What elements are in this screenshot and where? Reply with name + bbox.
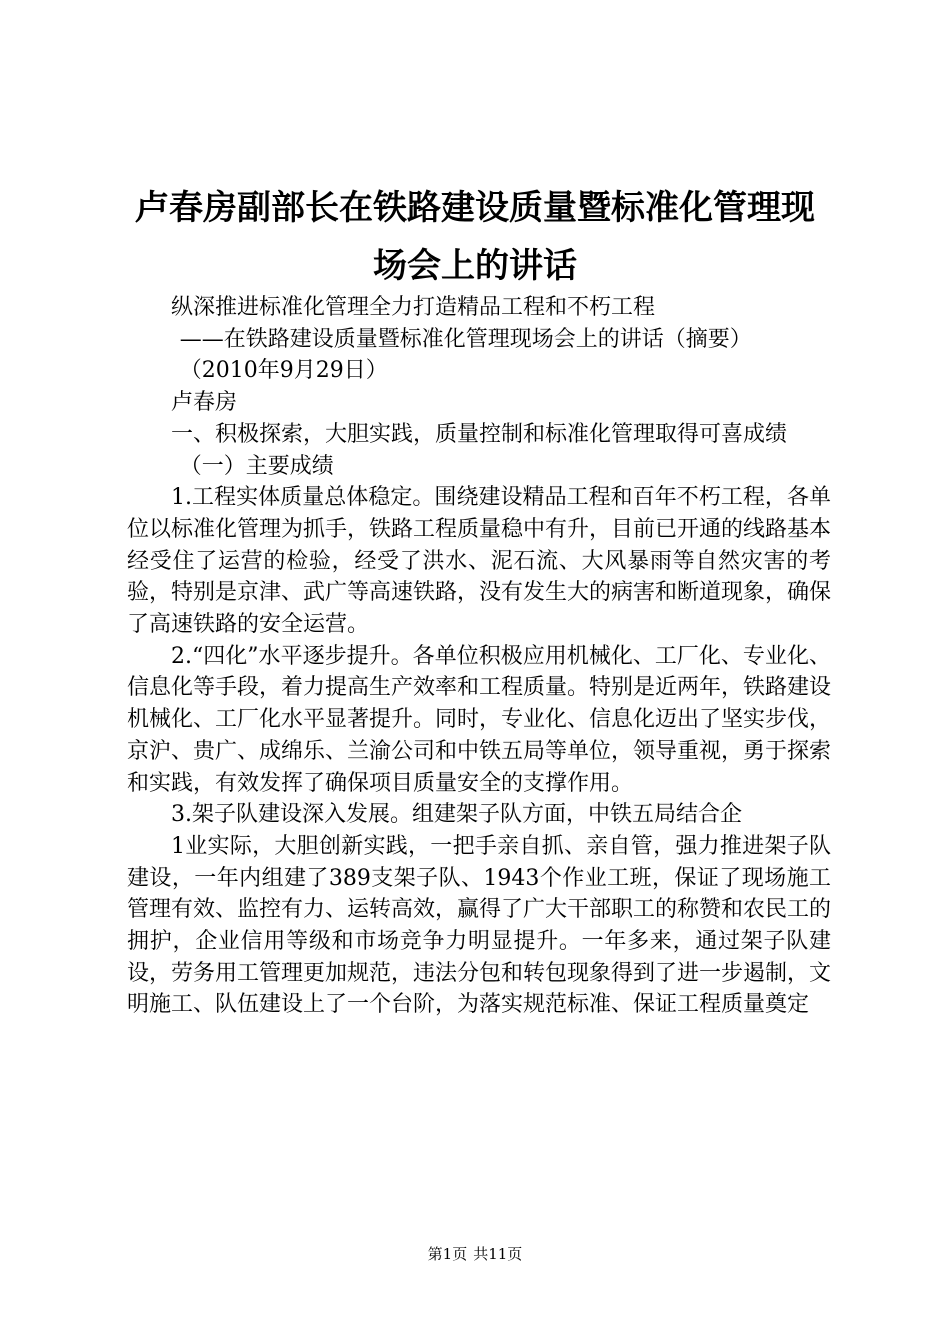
body-paragraph: 1.工程实体质量总体稳定。围绕建设精品工程和百年不朽工程，各单位以标准化管理为抓手，铁路工程质量稳中有升，目前已开通的线路基本经受住了运营的检验，经受了洪水、泥石流、大风暴雨等自然灾害的考验，特别是京津、武广等高速铁路，没有发生大的病害和断道现象，确保了高速铁路的安全运营。: [127, 485, 832, 638]
subtitle-source: ——在铁路建设质量暨标准化管理现场会上的讲话（摘要）: [179, 326, 752, 352]
speech-date: （2010年9月29日）: [179, 358, 388, 384]
page-footer: [0, 1244, 950, 1264]
section-heading: 一、积极探索，大胆实践，质量控制和标准化管理取得可喜成绩: [171, 421, 788, 447]
document-title-line-2: 场会上的讲话: [373, 246, 577, 286]
document-body: [127, 292, 831, 1021]
page-number: 第1页: [427, 1245, 468, 1263]
body-paragraph: 3.架子队建设深入发展。组建架子队方面，中铁五局结合企: [171, 802, 742, 828]
page-total: 共11页: [473, 1245, 523, 1263]
body-paragraph: 2.“四化”水平逐步提升。各单位积极应用机械化、工厂化、专业化、信息化等手段，着力提高生产效率和工程质量。特别是近两年，铁路建设机械化、工厂化水平显著提升。同时，专业化、信息化迈出了坚实步伐，京沪、贵广、成绵乐、兰渝公司和中铁五局等单位，领导重视，勇于探索和实践，有效发挥了确保项目质量安全的支撑作用。: [127, 643, 832, 796]
speaker-name: 卢春房: [171, 390, 238, 416]
subsection-heading: （一）主要成绩: [179, 453, 334, 479]
document-title-line-1: 卢春房副部长在铁路建设质量暨标准化管理现: [135, 188, 815, 228]
body-paragraph: 1业实际，大胆创新实践，一把手亲自抓、亲自管，强力推进架子队建设，一年内组建了389支架子队、1943个作业工班，保证了现场施工管理有效、监控有力、运转高效，赢得了广大干部职工的称赞和农民工的拥护，企业信用等级和市场竞争力明显提升。一年多来，通过架子队建设，劳务用工管理更加规范，违法分包和转包现象得到了进一步遏制，文明施工、队伍建设上了一个台阶，为落实规范标准、保证工程质量奠定: [127, 833, 832, 1018]
subtitle: 纵深推进标准化管理全力打造精品工程和不朽工程: [171, 295, 656, 320]
